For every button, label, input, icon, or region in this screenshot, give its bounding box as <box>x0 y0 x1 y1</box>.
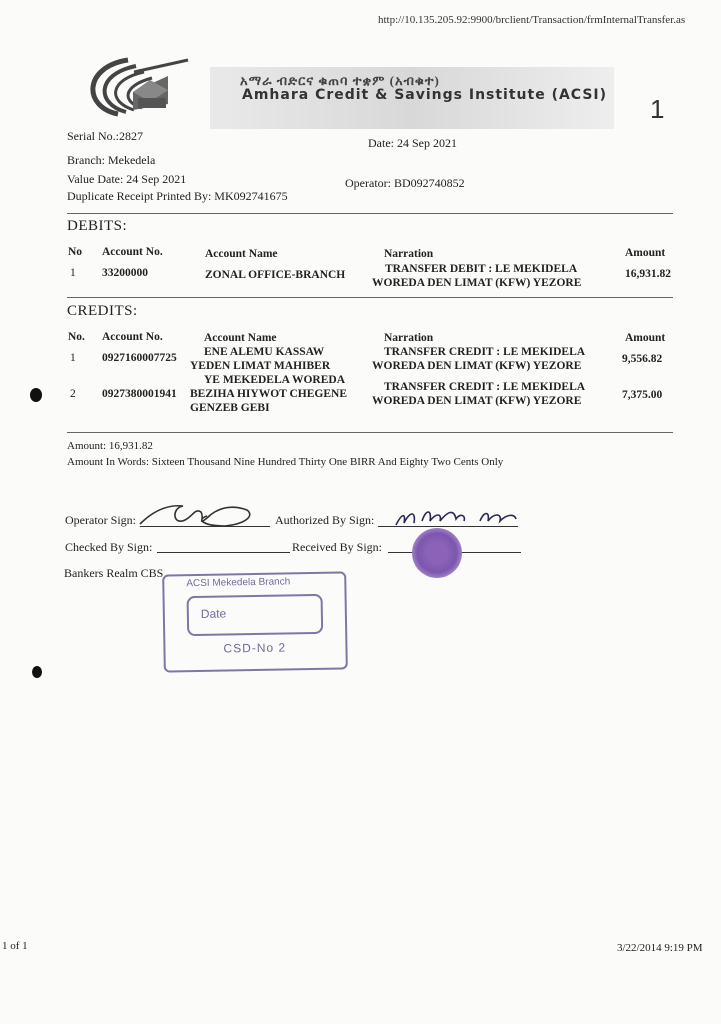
credit-account-name-line3: GENZEB GEBI <box>190 402 270 414</box>
value-date: Value Date: 24 Sep 2021 <box>67 172 187 186</box>
institute-banner <box>210 67 614 129</box>
stamp-csd-number: CSD-No 2 <box>223 640 287 656</box>
debit-amount: 16,931.82 <box>625 268 671 280</box>
credits-header-narration: Narration <box>384 332 434 344</box>
debits-title: DEBITS: <box>67 218 128 234</box>
operator-id: Operator: BD092740852 <box>345 176 465 190</box>
credit-no: 2 <box>70 388 76 400</box>
debit-account-name: ZONAL OFFICE-BRANCH <box>205 269 346 281</box>
authorized-sign-label: Authorized By Sign: <box>275 513 375 527</box>
punch-hole <box>32 666 42 678</box>
received-sign-label: Received By Sign: <box>292 540 382 554</box>
serial-number: Serial No.:2827 <box>67 129 143 143</box>
page-marker: 1 <box>650 94 665 124</box>
branch: Branch: Mekedela <box>67 153 156 167</box>
stamp-date-label: Date <box>200 606 227 621</box>
acsi-logo <box>78 52 208 122</box>
credits-header-amount: Amount <box>625 332 666 344</box>
debit-account-no: 33200000 <box>102 267 148 279</box>
credit-amount: 9,556.82 <box>622 353 663 365</box>
operator-signature <box>135 496 260 539</box>
authorized-signature <box>392 503 522 536</box>
receipt-date: Date: 24 Sep 2021 <box>368 136 457 150</box>
credit-amount: 7,375.00 <box>622 389 663 401</box>
debits-header-no: No <box>68 246 83 258</box>
credit-account-no: 0927380001941 <box>102 388 177 400</box>
credit-no: 1 <box>70 352 76 364</box>
official-seal <box>412 528 462 578</box>
checked-sign-label: Checked By Sign: <box>65 540 153 554</box>
credit-narration-line1: TRANSFER CREDIT : LE MEKIDELA <box>384 346 586 358</box>
debits-header-amount: Amount <box>625 247 666 259</box>
credit-account-name-line1: ENE ALEMU KASSAW <box>204 346 325 358</box>
debits-header-account-no: Account No. <box>102 246 163 258</box>
institute-name-english: Amhara Credit & Savings Institute (ACSI) <box>242 87 608 103</box>
operator-sign-label: Operator Sign: <box>65 513 136 527</box>
debits-header-narration: Narration <box>384 248 434 260</box>
debit-narration-line2: WOREDA DEN LIMAT (KFW) YEZORE <box>372 277 582 289</box>
credit-account-name-line2: YEDEN LIMAT MAHIBER <box>190 360 331 372</box>
credits-header-no: No. <box>68 331 85 343</box>
divider <box>67 297 673 298</box>
system-name: Bankers Realm CBS <box>64 566 164 580</box>
branch-stamp <box>162 571 348 672</box>
page-url: http://10.135.205.92:9900/brclient/Transaction/frmInternalTransfer.as <box>378 14 686 26</box>
page-count: 1 of 1 <box>2 940 28 952</box>
institute-name-amharic: አማራ ብድርና ቁጠባ ተቋም (አብቁተ) <box>240 73 440 88</box>
duplicate-printed-by: Duplicate Receipt Printed By: MK092741675 <box>67 189 288 203</box>
total-amount: Amount: 16,931.82 <box>67 440 153 452</box>
credit-narration-line1: TRANSFER CREDIT : LE MEKIDELA <box>384 381 586 393</box>
credit-account-name-line2: BEZIHA HIYWOT CHEGENE <box>190 388 347 400</box>
print-timestamp: 3/22/2014 9:19 PM <box>617 942 703 954</box>
debit-narration-line1: TRANSFER DEBIT : LE MEKIDELA <box>385 263 578 275</box>
debits-header-account-name: Account Name <box>205 248 278 260</box>
credit-narration-line2: WOREDA DEN LIMAT (KFW) YEZORE <box>372 360 582 372</box>
debit-no: 1 <box>70 267 76 279</box>
stamp-date-box <box>187 594 324 636</box>
credit-account-no: 0927160007725 <box>102 352 177 364</box>
credits-title: CREDITS: <box>67 303 138 319</box>
credit-narration-line2: WOREDA DEN LIMAT (KFW) YEZORE <box>372 395 582 407</box>
amount-in-words: Amount In Words: Sixteen Thousand Nine Hundred Thirty One BIRR And Eighty Two Cents Only <box>67 456 504 468</box>
credits-header-account-name: Account Name <box>204 332 277 344</box>
credit-account-name-line1: YE MEKEDELA WOREDA <box>204 374 346 386</box>
divider <box>67 432 673 433</box>
checked-sign-line <box>157 552 290 553</box>
divider <box>67 213 673 214</box>
credits-header-account-no: Account No. <box>102 331 163 343</box>
stamp-top-text: ACSI Mekedela Branch <box>186 576 291 590</box>
punch-hole <box>30 388 42 402</box>
